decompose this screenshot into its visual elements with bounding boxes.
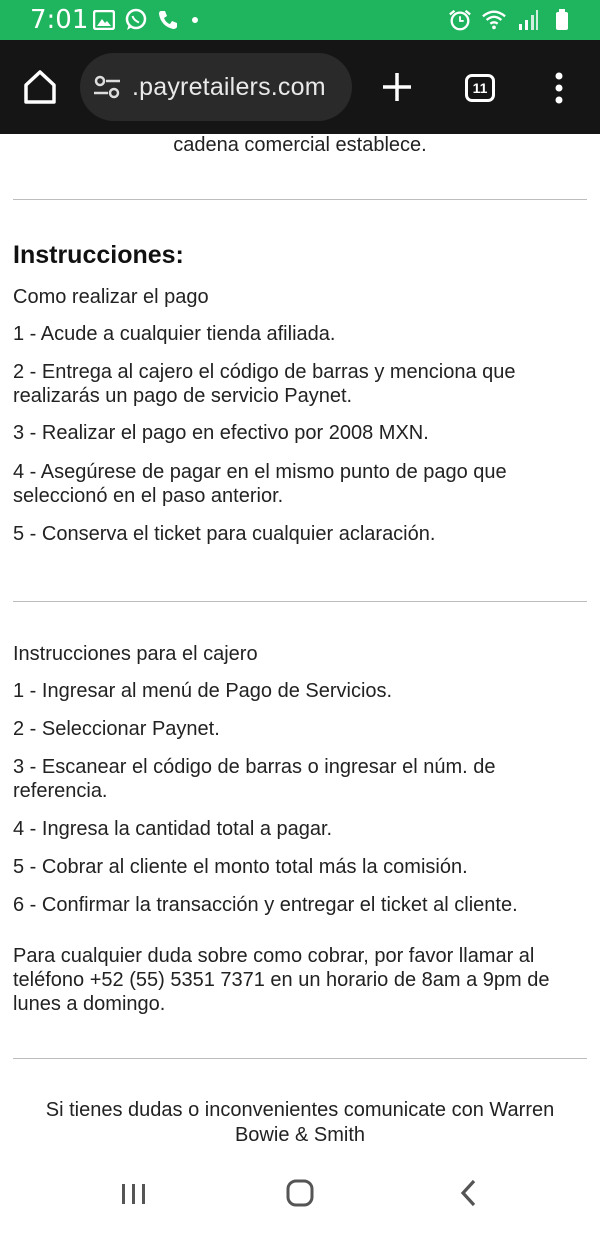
alarm-icon xyxy=(448,8,472,32)
whatsapp-icon xyxy=(124,8,148,32)
notification-icons xyxy=(92,8,198,32)
browser-toolbar xyxy=(0,40,600,134)
gallery-icon xyxy=(92,8,116,32)
cashier-step: 2 - Seleccionar Paynet. xyxy=(13,718,220,740)
signal-icon xyxy=(516,8,540,32)
tab-switcher-button[interactable]: 11 xyxy=(465,74,495,102)
divider xyxy=(13,1058,587,1059)
payment-step: 3 - Realizar el pago en efectivo por 2008 MXN. xyxy=(13,422,429,444)
cashier-subtitle: Instrucciones para el cajero xyxy=(13,643,258,665)
home-nav-icon[interactable] xyxy=(280,1176,320,1212)
site-settings-icon[interactable] xyxy=(92,72,122,102)
cashier-step: 3 - Escanear el código de barras o ingresar el núm. de referencia. xyxy=(13,756,496,802)
address-bar[interactable] xyxy=(80,53,352,121)
recent-apps-icon[interactable] xyxy=(114,1176,154,1212)
status-time: 7:01 xyxy=(30,5,89,35)
cashier-step: 1 - Ingresar al menú de Pago de Servicios. xyxy=(13,680,393,702)
cashier-step: 4 - Ingresa la cantidad total a pagar. xyxy=(13,818,333,840)
cashier-step: 5 - Cobrar al cliente el monto total más la comisión. xyxy=(13,856,468,878)
instructions-heading: Instrucciones: xyxy=(13,241,184,269)
more-menu-icon[interactable] xyxy=(552,71,566,105)
contact-info: Para cualquier duda sobre como cobrar, por favor llamar al teléfono +52 (55) 5351 7371 en un horario de 8am a 9pm de lunes a domingo. xyxy=(13,945,550,1015)
url-text[interactable]: .payretailers.com xyxy=(132,72,326,101)
cut-off-text: cadena comercial establece. xyxy=(173,134,427,156)
payment-step: 2 - Entrega al cajero el código de barras y menciona que realizarás un pago de servicio Paynet. xyxy=(13,361,516,407)
payment-subtitle: Como realizar el pago xyxy=(13,286,209,308)
wifi-icon xyxy=(482,8,506,32)
status-bar xyxy=(0,0,600,40)
phone-icon xyxy=(156,8,180,32)
payment-step: 4 - Asegúrese de pagar en el mismo punto de pago que seleccionó en el paso anterior. xyxy=(13,461,507,507)
more-notifications-dot xyxy=(192,17,198,23)
cashier-step: 6 - Confirmar la transacción y entregar el ticket al cliente. xyxy=(13,894,518,916)
new-tab-plus-icon[interactable] xyxy=(378,68,416,106)
system-icons xyxy=(448,8,574,32)
footer-contact-note: Si tienes dudas o inconvenientes comunicate con Warren Bowie & Smith xyxy=(45,1099,555,1146)
payment-step: 5 - Conserva el ticket para cualquier aclaración. xyxy=(13,523,436,545)
battery-icon xyxy=(550,8,574,32)
divider xyxy=(13,199,587,200)
navigation-bar xyxy=(0,1160,600,1233)
payment-step: 1 - Acude a cualquier tienda afiliada. xyxy=(13,323,336,345)
back-icon[interactable] xyxy=(450,1176,490,1212)
divider xyxy=(13,601,587,602)
home-icon[interactable] xyxy=(20,67,60,107)
